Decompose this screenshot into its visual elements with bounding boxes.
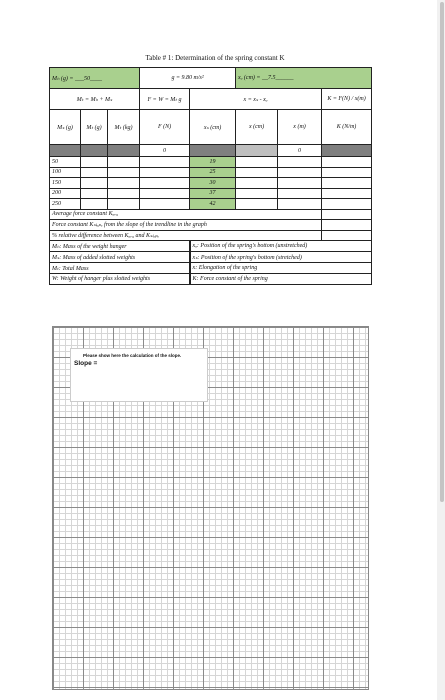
initial-position-cell[interactable]: xₒ (cm) = __7.5______ [236, 68, 372, 89]
col-header: xₛ (cm) [190, 110, 236, 145]
table-cell[interactable] [236, 167, 278, 178]
table-cell[interactable] [278, 199, 322, 210]
table-cell[interactable] [81, 178, 108, 189]
vertical-scrollbar[interactable] [437, 0, 445, 700]
table-cell[interactable] [140, 188, 190, 199]
table-cell[interactable] [236, 178, 278, 189]
table-cell[interactable] [278, 188, 322, 199]
table-cell[interactable] [81, 157, 108, 168]
table-cell [236, 145, 278, 157]
table-cell[interactable] [278, 157, 322, 168]
table-cell[interactable] [140, 178, 190, 189]
col-header: x (cm) [236, 110, 278, 145]
table-cell[interactable] [81, 167, 108, 178]
total-mass-formula: Mₜ = Mₕ + Mₛ [50, 89, 140, 110]
summary-value-cell[interactable] [322, 220, 372, 231]
table-cell[interactable] [108, 157, 140, 168]
legend-item: xₒ: Position of the spring's bottom (unstretched) [190, 241, 372, 252]
col-header: Mₛ (g) [50, 110, 81, 145]
table-cell[interactable] [278, 178, 322, 189]
table-cell[interactable] [322, 188, 372, 199]
stretched-position-cell[interactable]: 19 [190, 157, 236, 168]
table-cell[interactable] [236, 188, 278, 199]
scrollbar-thumb[interactable] [440, 2, 444, 502]
table-cell[interactable] [81, 188, 108, 199]
table-cell: 0 [278, 145, 322, 157]
table-cell[interactable] [236, 199, 278, 210]
stretched-position-cell[interactable]: 42 [190, 199, 236, 210]
table-cell[interactable] [322, 199, 372, 210]
table-cell[interactable] [322, 167, 372, 178]
elongation-formula: x = xₛ - xₒ [190, 89, 322, 110]
col-header: F (N) [140, 110, 190, 145]
stretched-position-cell[interactable]: 25 [190, 167, 236, 178]
gravity-cell: g = 9.80 m/s² [140, 68, 236, 89]
slope-instruction: Please show here the calculation of the slope. [83, 353, 182, 358]
table-cell[interactable] [108, 199, 140, 210]
slotted-mass-cell: 200 [50, 188, 81, 199]
table-cell[interactable] [140, 167, 190, 178]
k-formula: K = F(N) / x(m) [322, 89, 372, 110]
slope-calculation-box[interactable] [70, 348, 208, 402]
table-title: Table # 1: Determination of the spring constant K [145, 54, 285, 62]
table-cell[interactable] [108, 188, 140, 199]
table-row [50, 157, 372, 168]
table-cell [190, 145, 236, 157]
table-cell[interactable] [140, 157, 190, 168]
header-row [50, 110, 372, 145]
legend-item: xₛ: Position of the spring's bottom (stretched) [190, 252, 372, 263]
table-row [50, 178, 372, 189]
table-row [50, 188, 372, 199]
legend-item: K: Force constant of the spring [190, 274, 372, 285]
table-row [50, 167, 372, 178]
col-header: Mₜ (kg) [108, 110, 140, 145]
table-cell[interactable] [108, 167, 140, 178]
col-header: Mₜ (g) [81, 110, 108, 145]
stretched-position-cell[interactable]: 37 [190, 188, 236, 199]
legend-row [50, 241, 372, 252]
zero-row [50, 145, 372, 157]
col-header: x (m) [278, 110, 322, 145]
hanger-mass-cell[interactable]: Mₕ (g) = ___50____ [50, 68, 140, 89]
table-cell [50, 145, 81, 157]
summary-label: % relative difference between Kₐᵥ₉ and Kₛₗₒₚₑ [50, 230, 322, 241]
legend-item: W: Weight of hanger plus slotted weights [50, 274, 190, 285]
legend-row [50, 252, 372, 263]
legend-item: Mₜ: Total Mass [50, 263, 190, 274]
legend-item: Mₕ: Mass of the weight hanger [50, 241, 190, 252]
summary-value-cell[interactable] [322, 230, 372, 241]
table-cell [81, 145, 108, 157]
spring-constant-table [49, 67, 372, 285]
table-cell [322, 145, 372, 157]
legend-item: Mₛ: Mass of added slotted weights [50, 252, 190, 263]
slope-label: Slope = [74, 360, 98, 367]
slotted-mass-cell: 150 [50, 178, 81, 189]
summary-row [50, 230, 372, 241]
table-cell[interactable] [81, 199, 108, 210]
summary-label: Average force constant Kₐᵥ₉ [50, 209, 322, 220]
slotted-mass-cell: 250 [50, 199, 81, 210]
summary-row [50, 220, 372, 231]
table-cell[interactable] [322, 178, 372, 189]
stretched-position-cell[interactable]: 30 [190, 178, 236, 189]
table-cell[interactable] [108, 178, 140, 189]
table-cell: 0 [140, 145, 190, 157]
table-cell [108, 145, 140, 157]
summary-row [50, 209, 372, 220]
force-formula: F = W = Mₜ g [140, 89, 190, 110]
col-header: K (N/m) [322, 110, 372, 145]
legend-row [50, 263, 372, 274]
table-cell[interactable] [236, 157, 278, 168]
table-row [50, 199, 372, 210]
legend-item: x: Elongation of the spring [190, 263, 372, 274]
table-cell[interactable] [322, 157, 372, 168]
slotted-mass-cell: 50 [50, 157, 81, 168]
summary-value-cell[interactable] [322, 209, 372, 220]
legend-row [50, 274, 372, 285]
slotted-mass-cell: 100 [50, 167, 81, 178]
table-cell[interactable] [140, 199, 190, 210]
table-cell[interactable] [278, 167, 322, 178]
summary-label: Force constant Kₛₗₒₚₑ from the slope of the trendline in the graph [50, 220, 322, 231]
